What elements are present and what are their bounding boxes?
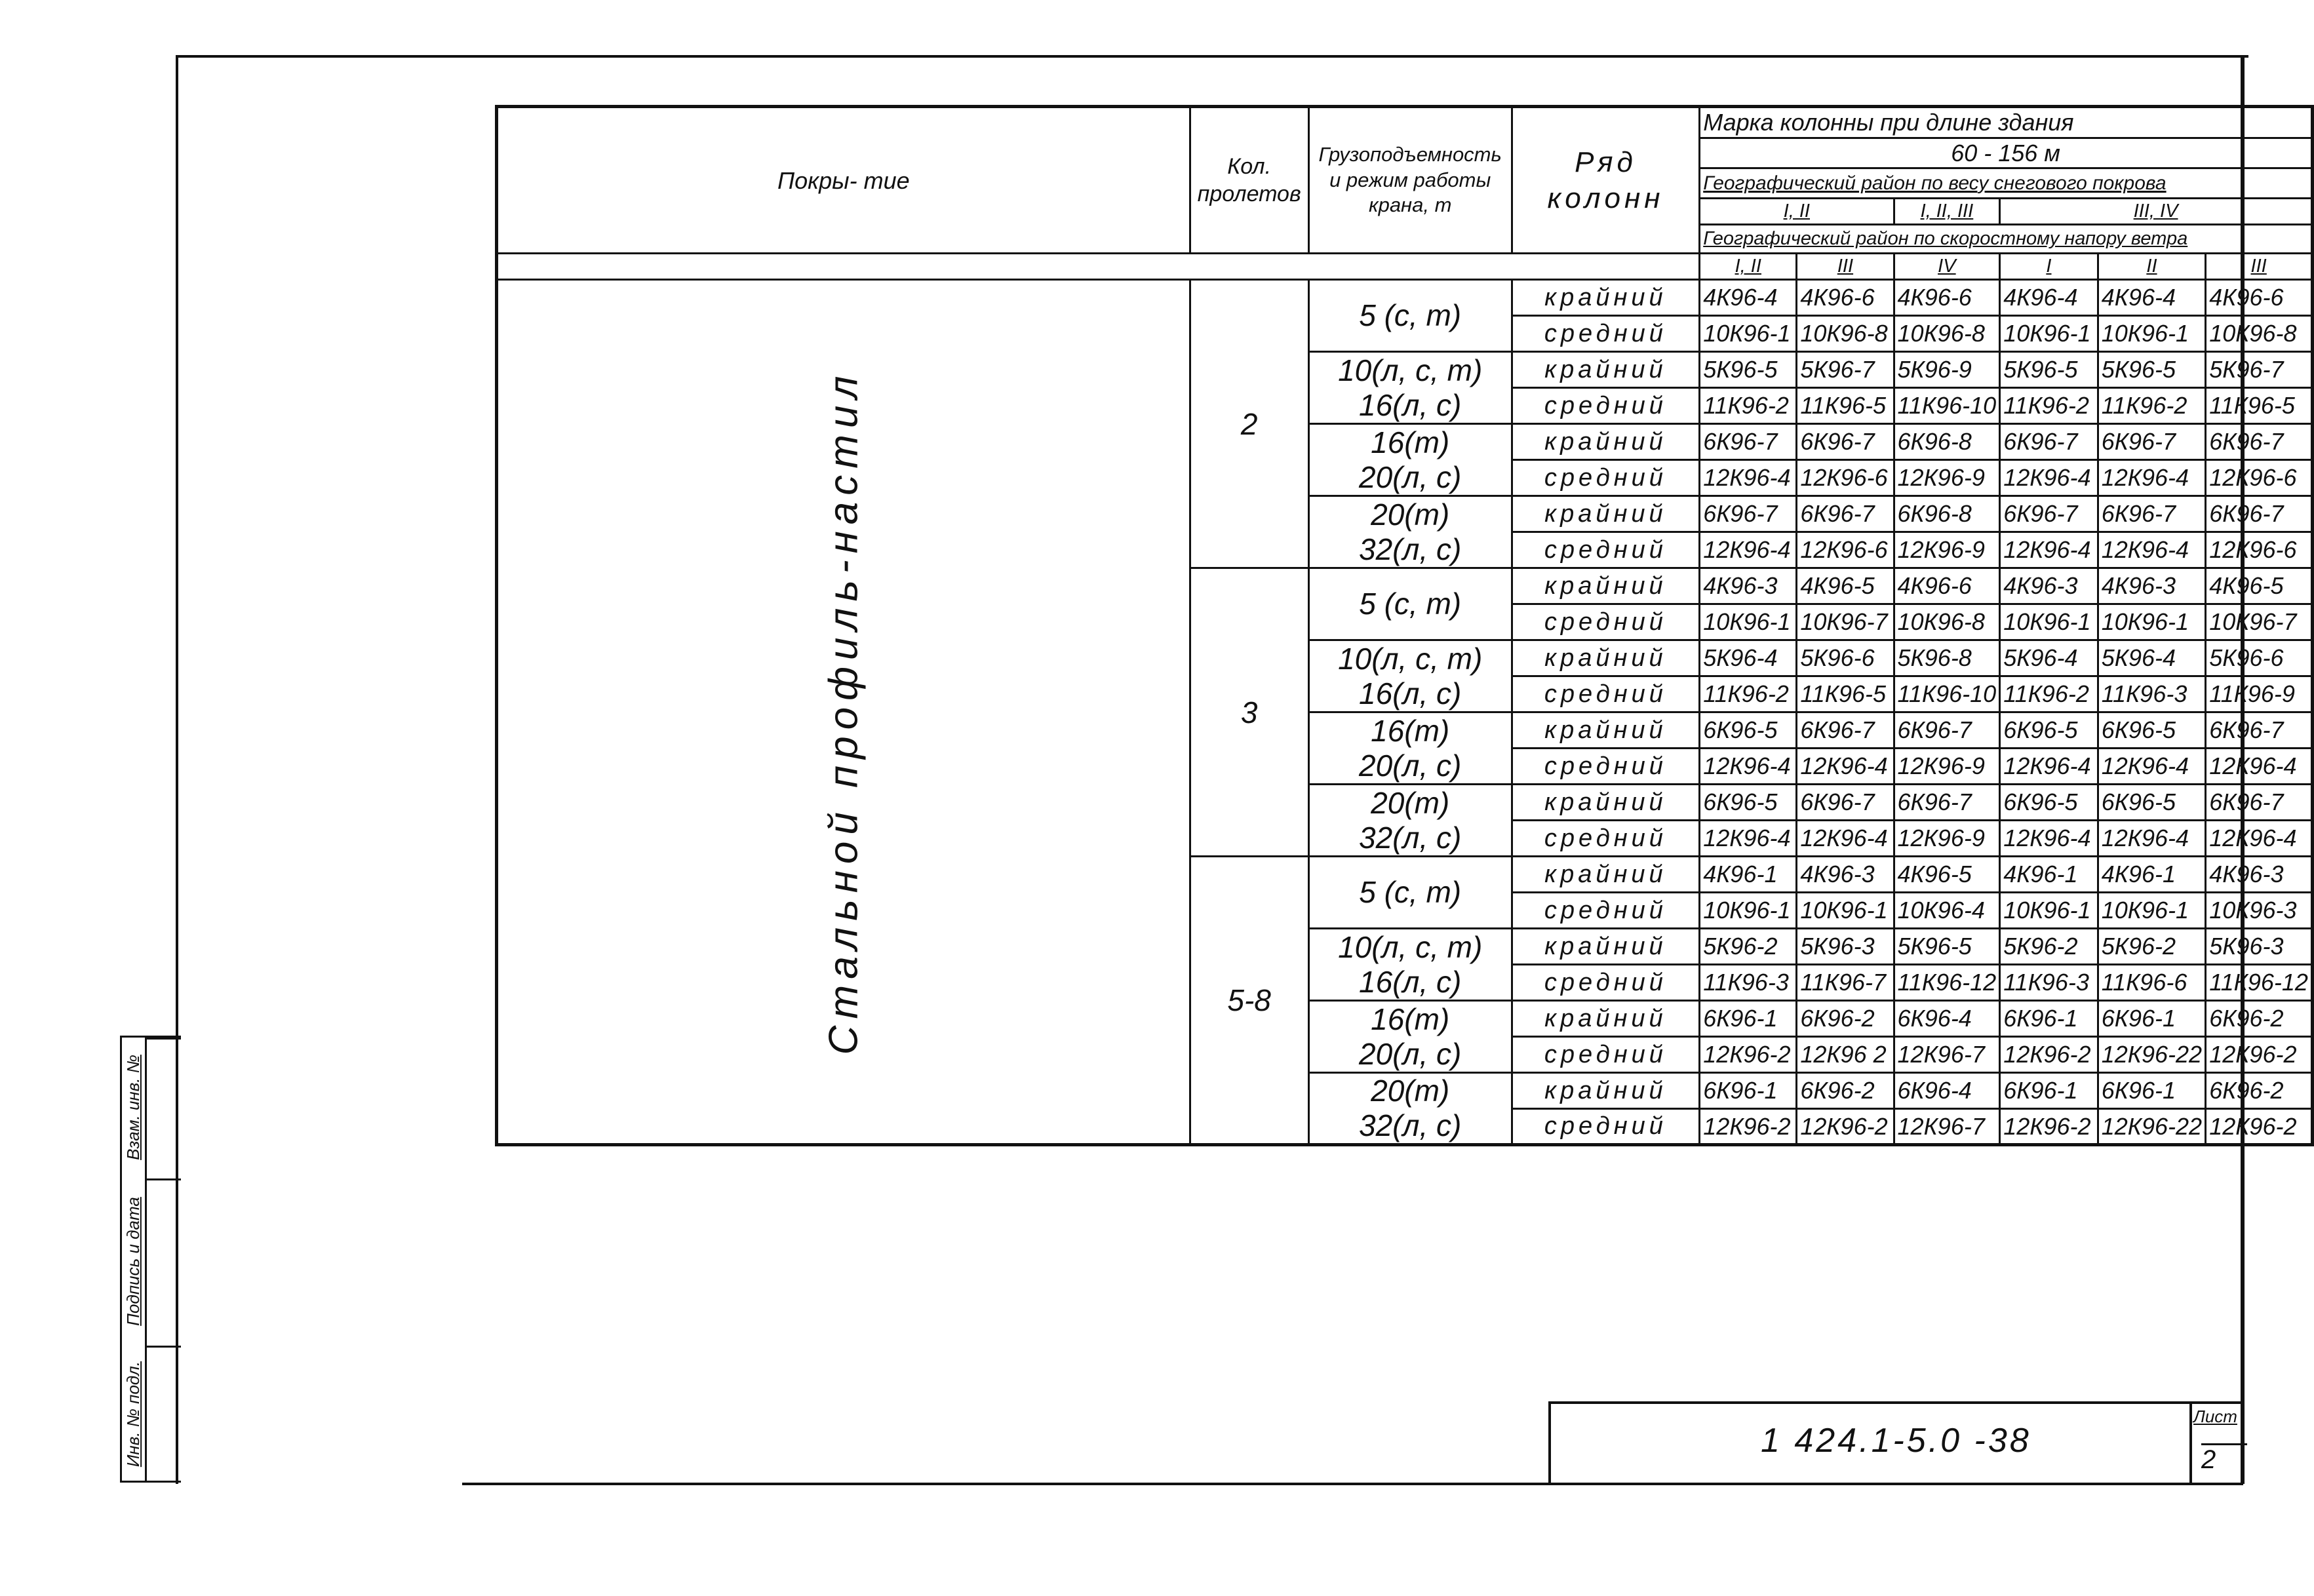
header-spans: Кол. пролетов [1190, 107, 1308, 254]
column-mark-cell: 10К96-7 [1797, 604, 1894, 640]
row-edge-label: крайний [1512, 785, 1699, 821]
sheet-box [2189, 1404, 2245, 1483]
crane-capacity-line: 20(л, с) [1359, 1036, 1462, 1071]
column-mark-cell: 6К96-5 [1700, 712, 1797, 749]
column-mark-cell: 6К96-4 [1894, 1073, 2000, 1109]
crane-capacity-line: 16(л, с) [1359, 676, 1462, 710]
column-mark-cell: 10К96-3 [2206, 893, 2313, 929]
column-mark-cell: 10К96-1 [1797, 893, 1894, 929]
column-mark-cell: 4К96-6 [1894, 280, 2000, 316]
crane-capacity-line: 10(л, с, т) [1338, 641, 1483, 676]
row-edge-label: крайний [1512, 1001, 1699, 1037]
column-mark-cell: 5К96-2 [2098, 929, 2206, 965]
column-mark-cell: 11К96-3 [2000, 965, 2098, 1001]
column-mark-cell: 10К96-8 [1797, 316, 1894, 352]
row-edge-label: крайний [1512, 352, 1699, 388]
column-mark-cell: 6К96-7 [1797, 424, 1894, 460]
column-mark-cell: 6К96-1 [2098, 1073, 2206, 1109]
column-mark-cell: 12К96-7 [1894, 1037, 2000, 1073]
column-mark-cell: 4К96-3 [2206, 857, 2313, 893]
column-mark-cell: 6К96-4 [1894, 1001, 2000, 1037]
row-edge-label: крайний [1512, 568, 1699, 604]
column-mark-cell: 4К96-3 [2098, 568, 2206, 604]
column-mark-cell: 12К96-6 [2206, 532, 2313, 568]
cover-type-label: Стальной профиль-настил [821, 369, 867, 1055]
crane-capacity-line: 32(л, с) [1359, 532, 1462, 566]
column-mark-cell: 12К96-4 [1797, 749, 1894, 785]
column-mark-cell: 5К96-7 [2206, 352, 2313, 388]
title-block [1548, 1401, 2245, 1483]
column-mark-cell: 11К96-7 [1797, 965, 1894, 1001]
column-mark-cell: 5К96-9 [1894, 352, 2000, 388]
crane-capacity-line: 20(т) [1371, 1074, 1450, 1108]
column-mark-cell: 12К96-2 [1700, 1109, 1797, 1145]
crane-capacity-cell [1308, 1073, 1512, 1145]
column-mark-cell: 5К96-4 [2000, 640, 2098, 676]
column-mark-cell: 5К96-8 [1894, 640, 2000, 676]
column-mark-cell: 12К96-9 [1894, 821, 2000, 857]
crane-capacity-cell [1308, 640, 1512, 712]
cover-type-cell [497, 280, 1190, 1145]
column-mark-cell: 4К96-4 [2098, 280, 2206, 316]
row-edge-label: крайний [1512, 712, 1699, 749]
column-mark-cell: 4К96-3 [2000, 568, 2098, 604]
column-mark-cell: 6К96-7 [1700, 424, 1797, 460]
crane-capacity-cell [1308, 496, 1512, 568]
row-edge-label: крайний [1512, 929, 1699, 965]
column-mark-cell: 11К96-6 [2098, 965, 2206, 1001]
column-mark-cell: 11К96-3 [2098, 676, 2206, 712]
column-mark-cell: 12К96-9 [1894, 532, 2000, 568]
header-wind-col-1: I, II [1700, 254, 1797, 280]
column-mark-cell: 6К96-7 [2206, 496, 2313, 532]
column-mark-cell: 6К96-5 [2098, 785, 2206, 821]
column-mark-cell: 11К96-2 [2098, 388, 2206, 424]
column-mark-cell: 12К96-4 [1797, 821, 1894, 857]
crane-capacity-line: 5 (с, т) [1359, 875, 1462, 910]
column-mark-cell: 4К96-3 [1797, 857, 1894, 893]
column-mark-cell: 12К96-2 [1700, 1037, 1797, 1073]
column-mark-cell: 12К96-2 [2206, 1109, 2313, 1145]
crane-capacity-cell [1308, 352, 1512, 424]
crane-capacity-line: 16(т) [1371, 425, 1450, 459]
column-mark-cell: 10К96-4 [1894, 893, 2000, 929]
column-mark-cell: 6К96-7 [1700, 496, 1797, 532]
column-mark-cell: 12К96-4 [2098, 532, 2206, 568]
row-middle-label: средний [1512, 604, 1699, 640]
row-middle-label: средний [1512, 388, 1699, 424]
row-middle-label: средний [1512, 821, 1699, 857]
column-mark-cell: 4К96-6 [2206, 280, 2313, 316]
column-mark-cell: 6К96-2 [1797, 1001, 1894, 1037]
column-mark-cell: 6К96-5 [2000, 712, 2098, 749]
header-wind-col-2: III [1797, 254, 1894, 280]
column-mark-cell: 4К96-1 [2098, 857, 2206, 893]
column-mark-cell: 10К96-1 [2098, 316, 2206, 352]
column-mark-cell: 4К96-5 [1797, 568, 1894, 604]
column-mark-cell: 4К96-4 [2000, 280, 2098, 316]
column-mark-cell: 11К96-2 [1700, 388, 1797, 424]
header-wind-title: Географический район по скоростному напору ветра [1700, 225, 2313, 254]
crane-capacity-cell [1308, 424, 1512, 496]
column-mark-cell: 12К96-4 [2206, 821, 2313, 857]
column-mark-cell: 5К96-7 [1797, 352, 1894, 388]
crane-capacity-line: 5 (с, т) [1359, 587, 1462, 621]
column-mark-cell: 6К96-7 [2206, 785, 2313, 821]
column-mark-cell: 6К96-2 [2206, 1073, 2313, 1109]
crane-capacity-line: 10(л, с, т) [1338, 929, 1483, 964]
crane-capacity-line: 10(л, с, т) [1338, 353, 1483, 387]
column-mark-cell: 10К96-1 [1700, 604, 1797, 640]
row-middle-label: средний [1512, 1037, 1699, 1073]
column-mark-cell: 4К96-1 [2000, 857, 2098, 893]
column-mark-cell: 12К96-4 [2000, 821, 2098, 857]
crane-capacity-line: 32(л, с) [1359, 1108, 1462, 1142]
header-cover: Покры- тие [497, 107, 1190, 254]
column-mark-cell: 5К96-5 [2000, 352, 2098, 388]
column-mark-cell: 5К96-5 [2098, 352, 2206, 388]
side-stamp-signature-date: Подпись и дата [123, 1196, 143, 1326]
header-wind-col-4: I [2000, 254, 2098, 280]
crane-capacity-cell [1308, 857, 1512, 929]
column-mark-cell: 10К96-1 [2098, 893, 2206, 929]
column-mark-cell: 6К96-7 [1894, 712, 2000, 749]
column-mark-cell: 12К96-22 [2098, 1109, 2206, 1145]
column-mark-cell: 6К96-7 [1797, 785, 1894, 821]
column-mark-cell: 10К96-1 [2000, 604, 2098, 640]
column-mark-cell: 4К96-4 [1700, 280, 1797, 316]
column-mark-cell: 10К96-1 [2000, 893, 2098, 929]
crane-capacity-line: 20(л, с) [1359, 748, 1462, 783]
header-wind-col-5: II [2098, 254, 2206, 280]
column-mark-cell: 12К96-4 [1700, 749, 1797, 785]
side-stamp-original-inv: Инв. № подл. [123, 1361, 143, 1467]
column-mark-cell: 10К96-7 [2206, 604, 2313, 640]
column-mark-cell: 11К96-5 [1797, 388, 1894, 424]
column-mark-cell: 6К96-5 [1700, 785, 1797, 821]
column-mark-cell: 6К96-7 [2206, 712, 2313, 749]
column-mark-cell: 5К96-6 [1797, 640, 1894, 676]
column-mark-cell: 12К96-7 [1894, 1109, 2000, 1145]
column-mark-cell: 10К96-8 [1894, 316, 2000, 352]
crane-capacity-cell [1308, 785, 1512, 857]
column-mark-cell: 10К96-1 [1700, 893, 1797, 929]
header-snow-title: Географический район по весу снегового покрова [1700, 168, 2313, 199]
side-stamp-replaced-inv: Взам. инв. № [123, 1054, 143, 1160]
column-mark-cell: 12К96-22 [2098, 1037, 2206, 1073]
column-mark-cell: 12К96-6 [1797, 460, 1894, 496]
header-wind-col-6: III [2206, 254, 2313, 280]
crane-capacity-line: 20(л, с) [1359, 459, 1462, 494]
column-mark-cell: 6К96-1 [1700, 1073, 1797, 1109]
column-mark-cell: 4К96-5 [2206, 568, 2313, 604]
column-mark-cell: 4К96-1 [1700, 857, 1797, 893]
column-mark-cell: 12К96-6 [1797, 532, 1894, 568]
row-middle-label: средний [1512, 965, 1699, 1001]
header-row: Ряд колонн [1512, 107, 1699, 254]
column-mark-cell: 12К96-4 [2206, 749, 2313, 785]
crane-capacity-cell [1308, 1001, 1512, 1073]
row-edge-label: крайний [1512, 1073, 1699, 1109]
frame-bottom-border [462, 1483, 2243, 1485]
crane-capacity-cell [1308, 712, 1512, 785]
crane-capacity-line: 16(т) [1371, 713, 1450, 748]
column-mark-cell: 6К96-2 [2206, 1001, 2313, 1037]
column-mark-cell: 5К96-3 [1797, 929, 1894, 965]
column-mark-cell: 5К96-4 [1700, 640, 1797, 676]
column-mark-cell: 6К96-7 [2098, 424, 2206, 460]
sheet-label: Лист [2193, 1407, 2237, 1426]
column-mark-cell: 12К96-4 [1700, 821, 1797, 857]
column-mark-cell: 6К96-1 [2000, 1073, 2098, 1109]
row-edge-label: крайний [1512, 424, 1699, 460]
row-middle-label: средний [1512, 460, 1699, 496]
column-mark-cell: 6К96-7 [2000, 424, 2098, 460]
header-length: 60 - 156 м [1700, 138, 2313, 168]
column-mark-cell: 11К96-5 [1797, 676, 1894, 712]
column-mark-cell: 5К96-5 [1894, 929, 2000, 965]
crane-capacity-line: 16(л, с) [1359, 387, 1462, 422]
header-snow-group-1: I, II [1700, 199, 1894, 225]
column-mark-cell: 11К96-10 [1894, 388, 2000, 424]
crane-capacity-line: 20(т) [1371, 497, 1450, 532]
crane-capacity-line: 16(т) [1371, 1002, 1450, 1036]
column-mark-cell: 6К96-1 [2098, 1001, 2206, 1037]
column-mark-cell: 12К96-4 [1700, 460, 1797, 496]
column-mark-cell: 4К96-3 [1700, 568, 1797, 604]
column-mark-cell: 6К96-8 [1894, 424, 2000, 460]
column-mark-cell: 12К96-2 [1797, 1109, 1894, 1145]
column-mark-cell: 11К96-12 [1894, 965, 2000, 1001]
row-edge-label: крайний [1512, 496, 1699, 532]
header-mark-title: Марка колонны при длине здания [1700, 107, 2313, 138]
column-mark-cell: 12К96-2 [2206, 1037, 2313, 1073]
header-snow-group-3: III, IV [2000, 199, 2313, 225]
crane-capacity-line: 16(л, с) [1359, 964, 1462, 999]
column-mark-cell: 11К96-10 [1894, 676, 2000, 712]
column-mark-cell: 5К96-2 [2000, 929, 2098, 965]
table-row [497, 280, 2313, 316]
column-mark-cell: 6К96-8 [1894, 496, 2000, 532]
column-mark-cell: 5К96-6 [2206, 640, 2313, 676]
column-mark-cell: 12К96-6 [2206, 460, 2313, 496]
span-count-cell: 2 [1190, 280, 1308, 568]
column-mark-cell: 10К96-1 [1700, 316, 1797, 352]
column-mark-cell: 12К96-9 [1894, 749, 2000, 785]
column-mark-cell: 5К96-5 [1700, 352, 1797, 388]
column-mark-cell: 11К96-5 [2206, 388, 2313, 424]
crane-capacity-cell [1308, 280, 1512, 352]
column-mark-cell: 5К96-2 [1700, 929, 1797, 965]
row-middle-label: средний [1512, 893, 1699, 929]
row-edge-label: крайний [1512, 280, 1699, 316]
column-mark-cell: 6К96-7 [2098, 496, 2206, 532]
column-mark-cell: 10К96-8 [2206, 316, 2313, 352]
column-mark-cell: 12К96-4 [2000, 532, 2098, 568]
crane-capacity-line: 32(л, с) [1359, 820, 1462, 855]
row-middle-label: средний [1512, 749, 1699, 785]
row-middle-label: средний [1512, 676, 1699, 712]
column-mark-cell: 4К96-6 [1797, 280, 1894, 316]
header-snow-group-2: I, II, III [1894, 199, 2000, 225]
column-mark-cell: 5К96-4 [2098, 640, 2206, 676]
column-mark-cell: 12К96-4 [1700, 532, 1797, 568]
column-mark-cell: 11К96-2 [2000, 676, 2098, 712]
crane-capacity-line: 5 (с, т) [1359, 298, 1462, 333]
column-mark-cell: 6К96-2 [1797, 1073, 1894, 1109]
column-mark-cell: 6К96-1 [2000, 1001, 2098, 1037]
column-mark-cell: 6К96-5 [2098, 712, 2206, 749]
document-code: 1 424.1-5.0 -38 [1761, 1422, 2031, 1460]
column-mark-cell: 11К96-2 [2000, 388, 2098, 424]
column-mark-cell: 12К96-4 [2000, 460, 2098, 496]
row-edge-label: крайний [1512, 640, 1699, 676]
column-mark-cell: 10К96-1 [2000, 316, 2098, 352]
column-mark-cell: 6К96-7 [1797, 712, 1894, 749]
column-mark-cell: 6К96-7 [2000, 496, 2098, 532]
crane-capacity-cell [1308, 929, 1512, 1001]
column-mark-cell: 11К96-12 [2206, 965, 2313, 1001]
row-middle-label: средний [1512, 1109, 1699, 1145]
column-mark-table [495, 105, 2314, 1146]
crane-capacity-line: 20(т) [1371, 785, 1450, 820]
side-stamp [120, 1036, 181, 1483]
span-count-cell: 5-8 [1190, 857, 1308, 1145]
column-mark-cell: 6К96-7 [1894, 785, 2000, 821]
column-mark-cell: 11К96-2 [1700, 676, 1797, 712]
column-mark-cell: 12К96 2 [1797, 1037, 1894, 1073]
span-count-cell: 3 [1190, 568, 1308, 857]
column-mark-cell: 12К96-4 [2098, 749, 2206, 785]
column-mark-cell: 12К96-2 [2000, 1037, 2098, 1073]
column-mark-cell: 6К96-5 [2000, 785, 2098, 821]
crane-capacity-cell [1308, 568, 1512, 640]
column-mark-cell: 12К96-9 [1894, 460, 2000, 496]
sheet-number: 2 [2201, 1443, 2247, 1475]
header-wind-col-3: IV [1894, 254, 2000, 280]
column-mark-cell: 11К96-9 [2206, 676, 2313, 712]
column-mark-cell: 6К96-7 [2206, 424, 2313, 460]
row-middle-label: средний [1512, 316, 1699, 352]
column-mark-cell: 12К96-4 [2098, 460, 2206, 496]
row-edge-label: крайний [1512, 857, 1699, 893]
column-mark-cell: 10К96-1 [2098, 604, 2206, 640]
frame-top-border [176, 55, 2248, 58]
column-mark-cell: 6К96-7 [1797, 496, 1894, 532]
column-mark-cell: 10К96-8 [1894, 604, 2000, 640]
column-mark-cell: 6К96-1 [1700, 1001, 1797, 1037]
row-middle-label: средний [1512, 532, 1699, 568]
column-mark-cell: 4К96-5 [1894, 857, 2000, 893]
column-mark-cell: 12К96-4 [2098, 821, 2206, 857]
column-mark-cell: 4К96-6 [1894, 568, 2000, 604]
header-crane: Грузоподъемность и режим работы крана, т [1308, 107, 1512, 254]
column-mark-cell: 11К96-3 [1700, 965, 1797, 1001]
column-mark-cell: 12К96-4 [2000, 749, 2098, 785]
column-mark-cell: 5К96-3 [2206, 929, 2313, 965]
column-mark-cell: 12К96-2 [2000, 1109, 2098, 1145]
